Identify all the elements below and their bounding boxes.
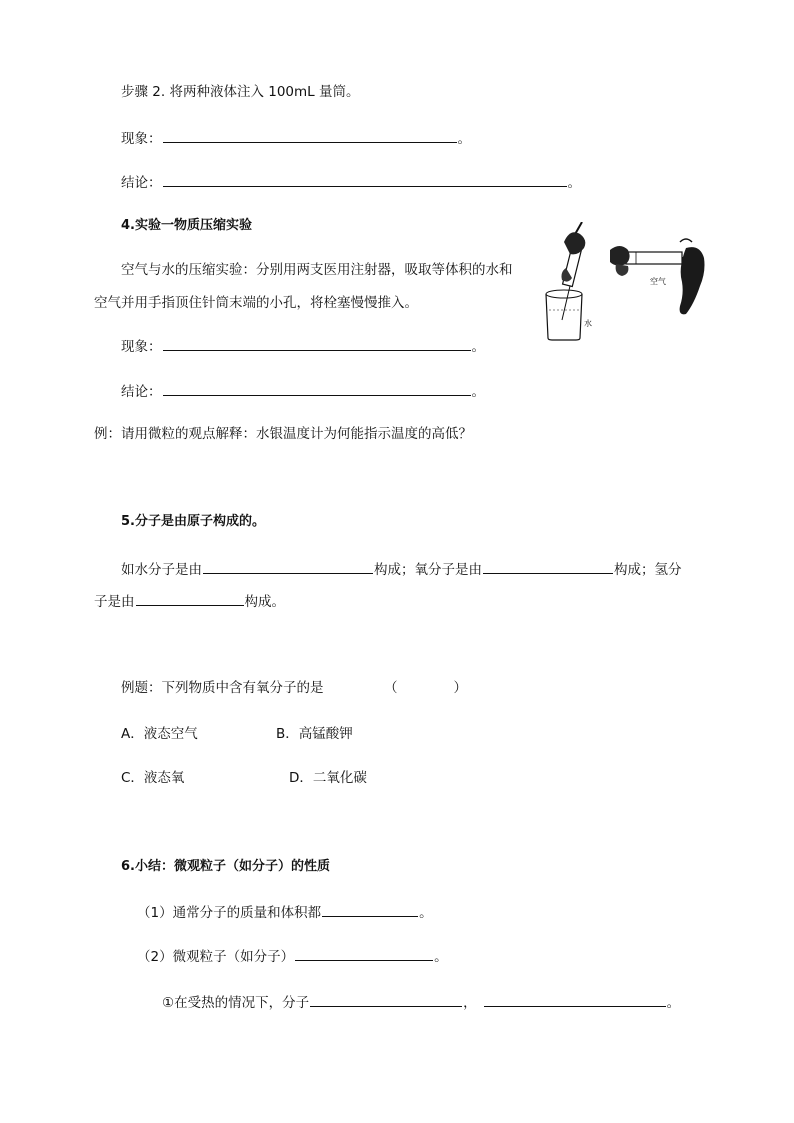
section6-item1 — [137, 902, 433, 923]
syringe-figure-svg — [540, 222, 710, 344]
section5-line1 — [121, 559, 682, 580]
section6-heading: 6.小结：微观粒子（如分子）的性质 — [121, 859, 330, 874]
section5-line1-c: 构成；氢分 — [614, 562, 682, 578]
section6-item3 — [162, 992, 680, 1013]
section6-item2-end: 。 — [434, 949, 448, 965]
oxygen-molecule-blank[interactable] — [483, 559, 613, 574]
option-a[interactable]: A．液态空气 — [121, 726, 198, 742]
section5-line2 — [94, 591, 285, 612]
section6-item3-end: 。 — [666, 995, 681, 1011]
section4-line2: 空气并用手指顶住针筒末端的小孔，将栓塞慢慢推入。 — [94, 295, 418, 311]
example2-question-row — [121, 678, 324, 698]
example2-question: 例题：下列物质中含有氧分子的是 — [121, 680, 324, 696]
air-label: 空气 — [650, 277, 666, 286]
section6-item2-text: （2）微观粒子（如分子） — [137, 949, 295, 965]
example2-answer-paren[interactable] — [384, 678, 467, 698]
section5-line2-b: 构成。 — [244, 594, 285, 610]
section4-conclusion-blank[interactable] — [163, 381, 471, 396]
particle-property-blank[interactable] — [295, 946, 433, 961]
paren-open: （ — [384, 680, 398, 696]
section5-line1-a: 如水分子是由 — [121, 562, 202, 578]
section6-item3-text: ①在受热的情况下，分子 — [162, 995, 310, 1011]
section6-item2 — [137, 946, 448, 967]
water-molecule-blank[interactable] — [203, 559, 373, 574]
option-c[interactable]: C．液态氧 — [121, 770, 185, 786]
section6-item3-mid: ， — [463, 995, 477, 1011]
section4-conclusion-label: 结论： — [121, 384, 162, 400]
section4-conclusion-row — [121, 381, 485, 402]
syringe-experiment-illustration — [540, 222, 710, 344]
section5-heading: 5.分子是由原子构成的。 — [121, 514, 265, 529]
step2-phenomenon-row — [121, 128, 471, 149]
section6-item1-end: 。 — [419, 905, 433, 921]
paren-close: ） — [453, 680, 467, 696]
section4-line1: 空气与水的压缩实验：分别用两支医用注射器，吸取等体积的水和 — [121, 262, 513, 278]
step2-phenomenon-label: 现象： — [121, 131, 162, 147]
section5-line1-b: 构成；氧分子是由 — [374, 562, 482, 578]
heating-blank-1[interactable] — [310, 992, 462, 1007]
step2-conclusion-blank[interactable] — [163, 172, 567, 187]
step2-conclusion-row — [121, 172, 581, 193]
option-b[interactable]: B．高锰酸钾 — [276, 726, 353, 742]
section5-line2-a: 子是由 — [94, 594, 135, 610]
step2-text: 步骤 2. 将两种液体注入 100mL 量筒。 — [121, 84, 360, 100]
section4-phenomenon-blank[interactable] — [163, 336, 471, 351]
section4-conclusion-end: 。 — [471, 384, 485, 400]
section4-phenomenon-label: 现象： — [121, 339, 162, 355]
heating-blank-2[interactable] — [484, 992, 666, 1007]
section4-phenomenon-row — [121, 336, 485, 357]
step2-phenomenon-blank[interactable] — [163, 128, 457, 143]
section4-phenomenon-end: 。 — [471, 339, 485, 355]
example1-text: 例：请用微粒的观点解释：水银温度计为何能指示温度的高低？ — [94, 426, 472, 442]
water-label: 水 — [584, 319, 592, 328]
step2-phenomenon-end: 。 — [457, 131, 471, 147]
step2-conclusion-end: 。 — [567, 175, 581, 191]
section4-heading: 4.实验一物质压缩实验 — [121, 218, 252, 233]
mass-volume-blank[interactable] — [322, 902, 418, 917]
step2-conclusion-label: 结论： — [121, 175, 162, 191]
option-d[interactable]: D．二氧化碳 — [289, 770, 367, 786]
hydrogen-molecule-blank[interactable] — [136, 591, 244, 606]
section6-item1-text: （1）通常分子的质量和体积都 — [137, 905, 322, 921]
